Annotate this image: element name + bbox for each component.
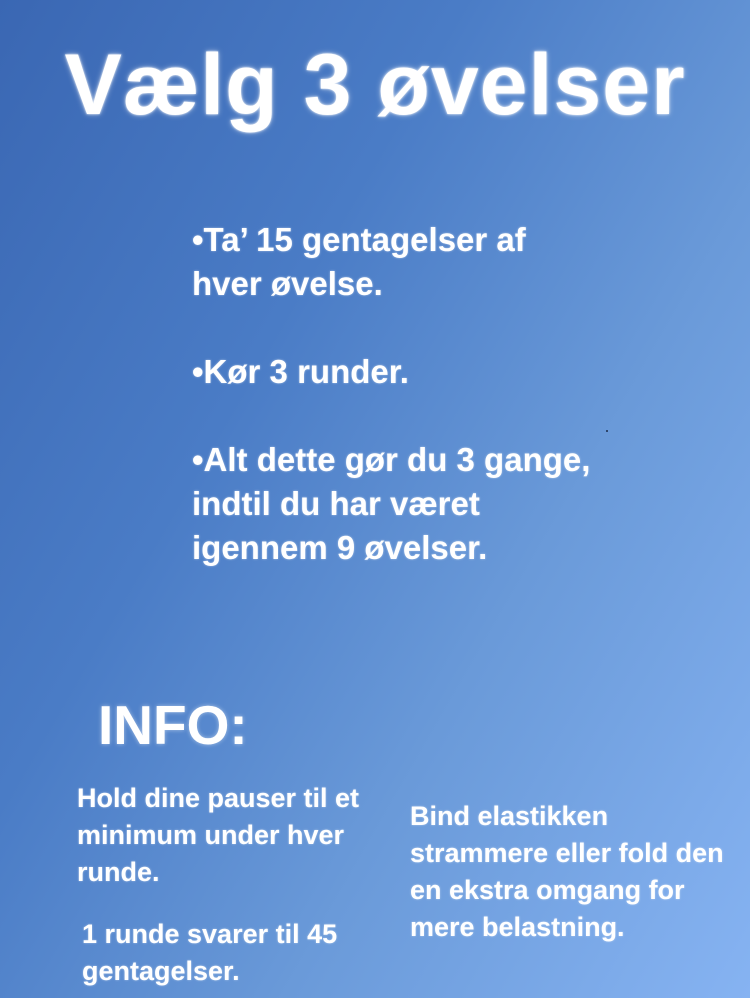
rule-sets: •Alt dette gør du 3 gange, indtil du har været igennem 9 øvelser. — [192, 441, 591, 566]
rule-repetitions: •Ta’ 15 gentagelser af hver øvelse. — [192, 221, 526, 302]
rules-list — [192, 218, 592, 570]
page-title: Vælg 3 øvelser — [64, 37, 686, 133]
info-note-elastic: Bind elastikken strammere eller fold den en ekstra omgang for mere belastning. — [410, 801, 724, 942]
info-note-pauses: Hold dine pauser til et minimum under hver runde. — [77, 783, 360, 887]
speck-decoration — [606, 430, 608, 432]
info-note-round-count: 1 runde svarer til 45 gentagelser. — [82, 919, 338, 986]
rule-rounds: •Kør 3 runder. — [192, 353, 409, 390]
info-heading: INFO: — [98, 694, 248, 756]
